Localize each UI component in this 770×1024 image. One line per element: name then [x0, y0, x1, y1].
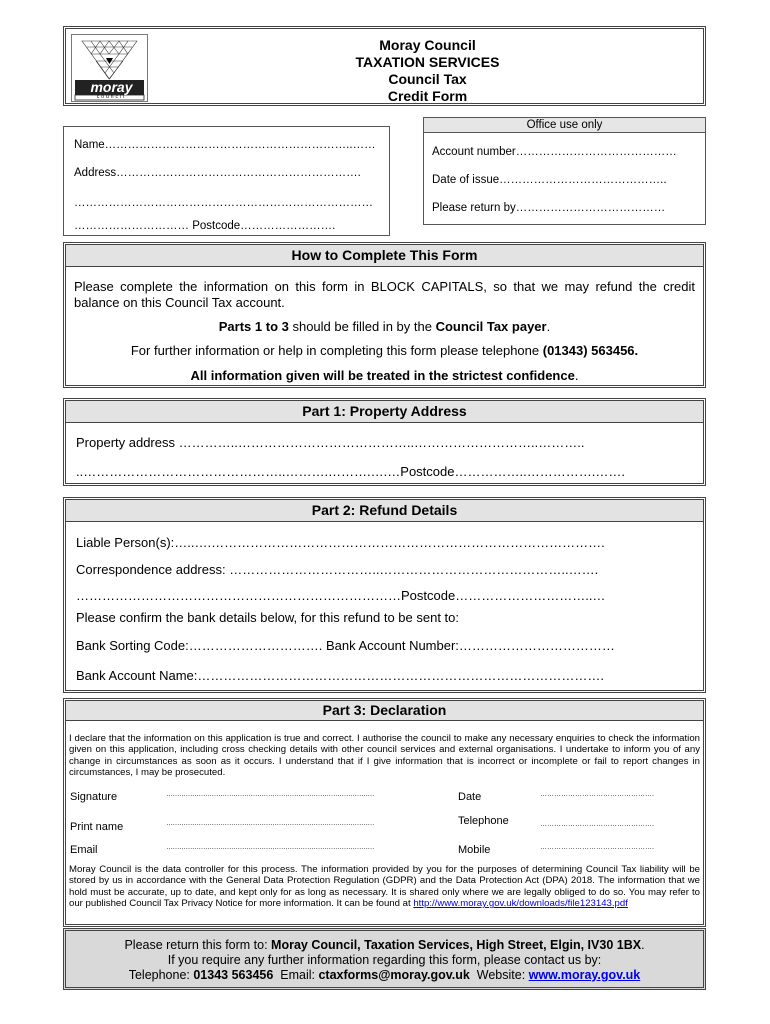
moray-council-logo [71, 34, 148, 102]
how-to-section [63, 242, 706, 388]
bank-account-name-field[interactable]: Bank Account Name:…………………………………………………………………………………. [76, 668, 605, 683]
return-footer [63, 928, 706, 990]
help-telephone-text: For further information or help in completing this form please telephone (01343) 563456. [130, 343, 639, 358]
bank-confirm-text: Please confirm the bank details below, for this refund to be sent to: [76, 610, 459, 625]
website-link[interactable]: www.moray.gov.uk [528, 968, 641, 982]
title-line: TAXATION SERVICES [355, 54, 500, 70]
address-field[interactable]: Address………………………………………………………. [74, 167, 361, 179]
title-line: Council Tax [388, 71, 467, 87]
section-title: Part 2: Refund Details [66, 500, 703, 522]
name-field[interactable]: Name………………………………………………………..…… [74, 139, 376, 151]
signature-field[interactable]: …………………………………………………………………………………… [166, 791, 374, 798]
contact-intro: If you require any further information regarding this form, please contact us by: [167, 953, 602, 967]
part1-property-address [63, 398, 706, 486]
part2-refund-details [63, 497, 706, 693]
form-header [63, 26, 706, 106]
email-field[interactable]: …………………………………………………………………………………… [166, 844, 374, 851]
correspondence-postcode-field[interactable]: …………………………………………………………………Postcode…………………………..… [76, 588, 606, 603]
title-line: Moray Council [379, 37, 476, 53]
office-use-box [423, 117, 706, 225]
logo-subtext: council [96, 94, 127, 100]
telephone-field[interactable]: …………………………………………. [540, 821, 654, 828]
bank-sort-code-account-field[interactable]: Bank Sorting Code:…………………………. Bank Account Number:……………………………… [76, 638, 615, 653]
declaration-text: I declare that the information on this application is true and correct. I authorise the council to make any necessary enquiries to check the information given on this application, including cross checking details with other council services and external organisations. I undertake to inform you of any change in circumstances as soon as it occurs. I understand that if I give information that is incorrect or incomplete or fail to report changes in circumstances, I may be prosecuted. [69, 733, 700, 779]
office-use-title: Office use only [424, 118, 705, 133]
signature-label: Signature [70, 791, 118, 803]
section-title: Part 3: Declaration [66, 701, 703, 721]
print-name-label: Print name [70, 821, 124, 833]
email-label: Email [70, 844, 98, 856]
print-name-field[interactable]: …………………………………………………………………………………… [166, 820, 374, 827]
parts-instruction: Parts 1 to 3 should be filled in by the Council Tax payer. [218, 319, 551, 334]
part3-declaration [63, 698, 706, 927]
address-line-2-field[interactable]: …………………………………………………………………… [74, 197, 373, 209]
date-field[interactable]: …………………………………………. [540, 791, 654, 798]
name-address-box [63, 126, 390, 236]
correspondence-address-field[interactable]: Correspondence address: ……………………………..……………………………………..……. [76, 562, 599, 577]
privacy-notice: Moray Council is the data controller for this process. The information provided by you for the purposes of determining Council Tax liability will be stored by us in accordance with the General Data Protection Regulation (GDPR) and the Data Protection Act (DPA) 2018. The information that we hold must be accurate, up to date, and kept only for as long as necessary. It is shared only where we are legally obliged to do so. You may refer to our published Council Tax Privacy Notice for more information. It can be found at http://www.moray.gov.uk/downloads/file123143.pdf [69, 864, 700, 910]
instructions-text: Please complete the information on this form in BLOCK CAPITALS, so that we may refund the credit balance on this Council Tax account. [74, 279, 695, 310]
date-of-issue-field: Date of issue…………………………………….. [432, 174, 667, 186]
form-title [152, 37, 703, 105]
liable-persons-field[interactable]: Liable Person(s):…..….………………………………………………………………………………. [76, 535, 605, 550]
telephone-number: 01343 563456 [193, 968, 274, 982]
privacy-notice-link[interactable]: http://www.moray.gov.uk/downloads/file123143.pdf [413, 898, 628, 910]
date-label: Date [458, 791, 482, 803]
mobile-label: Mobile [458, 844, 491, 856]
confidentiality-text: All information given will be treated in the strictest confidence. [190, 368, 579, 383]
account-number-field: Account number…………………………………… [432, 146, 677, 158]
telephone-label: Telephone [458, 815, 509, 827]
logo-wordmark: moray [90, 79, 133, 95]
contact-details: Telephone: 01343 563456 Email: ctaxforms@moray.gov.uk Website: www.moray.gov.uk [128, 968, 641, 982]
email-address: ctaxforms@moray.gov.uk [318, 968, 470, 982]
title-line: Credit Form [387, 88, 468, 104]
section-title: Part 1: Property Address [66, 401, 703, 423]
property-address-field[interactable]: Property address …………..…………………………………..………………………..……….. [76, 435, 585, 450]
property-postcode-field[interactable]: ..………………………………………..……….……….….…Postcode……………..…………….……. [76, 464, 625, 479]
return-address-line: Please return this form to: Moray Council, Taxation Services, High Street, Elgin, IV30 1BX. [124, 938, 645, 952]
mobile-field[interactable]: …………………………………………. [540, 844, 654, 851]
postcode-field[interactable]: ………………………… Postcode……………………. [74, 220, 336, 232]
section-title: How to Complete This Form [66, 245, 703, 267]
return-by-field: Please return by………………………………… [432, 202, 666, 214]
